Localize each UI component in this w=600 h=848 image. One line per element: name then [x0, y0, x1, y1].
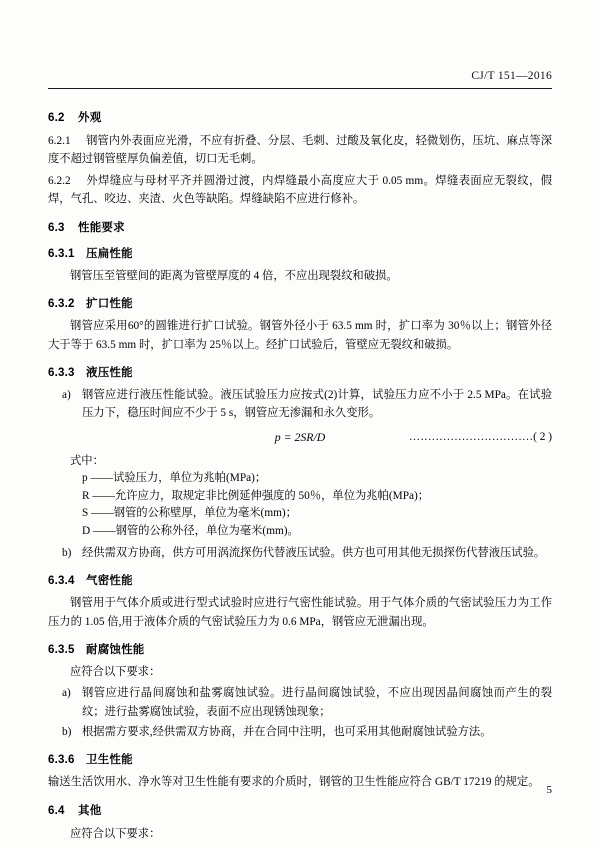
subsection-heading-6-3-5: [48, 641, 552, 657]
section-heading-6-3: [48, 219, 552, 235]
symbol-definition: [48, 505, 552, 523]
paragraph-6-2-2: [48, 172, 552, 209]
subsection-title: 压扁性能: [86, 248, 133, 261]
page-number: 5: [546, 784, 552, 796]
subsection-title: 卫生性能: [86, 754, 133, 767]
paragraph-number: 6.2.2: [48, 174, 71, 187]
page-header: [471, 70, 552, 82]
symbol-definition-text: R ——允许应力，取规定非比例延伸强度的 50％，单位为兆帕(MPa)；: [82, 489, 430, 502]
paragraph-6-3-1: 钢管压至管壁间的距离为管壁厚度的 4 倍，不应出现裂纹和破损。: [70, 270, 398, 283]
symbol-definitions: [48, 470, 552, 541]
symbol-definition-text: D ——钢管的公称外径，单位为毫米(mm)。: [82, 525, 299, 538]
list-6-3-5: [48, 684, 552, 741]
subsection-heading-6-3-2: [48, 295, 552, 311]
symbol-definition: [48, 470, 552, 488]
list-marker: b): [62, 725, 72, 738]
list-marker: a): [62, 687, 71, 700]
subsection-heading-6-3-3: [48, 364, 552, 380]
formula-number: ……………………………( 2 ): [408, 430, 552, 443]
paragraph-6-2-1: [48, 132, 552, 169]
subsection-title: 耐腐蚀性能: [86, 643, 145, 656]
list-marker: b): [62, 547, 72, 560]
subsection-number: 6.3.2: [48, 298, 75, 311]
section-number: 6.2: [48, 112, 65, 124]
symbol-definition-text: p ——试验压力，单位为兆帕(MPa)；: [82, 471, 267, 484]
lead-6-3-5: 应符合以下要求：: [70, 665, 161, 678]
list-item: [48, 684, 552, 721]
subsection-heading-6-3-1: [48, 245, 552, 261]
subsection-title: 液压性能: [86, 367, 133, 380]
standard-code: CJ/T 151—2016: [471, 70, 552, 82]
subsection-number: 6.3.1: [48, 248, 75, 261]
list-text: 根据需方要求,经供需双方协商，并在合同中注明，也可采用其他耐腐蚀试验方法。: [82, 725, 492, 738]
section-title: 外观: [78, 112, 102, 124]
list-item: [48, 386, 552, 423]
paragraph-number: 6.2.1: [48, 135, 71, 147]
subsection-number: 6.3.3: [48, 367, 75, 380]
symbol-definition-text: S ——钢管的公称壁厚，单位为毫米(mm)；: [82, 507, 297, 520]
section-title: 性能要求: [78, 222, 125, 235]
symbol-definition: [48, 523, 552, 541]
formula-expression: p = 2SR/D: [274, 429, 326, 444]
subsection-number: 6.3.6: [48, 754, 75, 767]
list-text: 钢管应进行液压性能试验。液压试验压力应按式(2)计算，试验压力应不小于 2.5 MPa。在试验压力下，稳压时间应不少于 5 s，钢管应无渗漏和永久变形。: [82, 389, 552, 420]
formula-where-label: 式中：: [70, 454, 104, 467]
symbol-definition: [48, 488, 552, 506]
list-marker: a): [62, 389, 71, 402]
section-heading-6-4: [48, 802, 552, 818]
paragraph-6-3-2: 钢管应采用60°的圆锥进行扩口试验。钢管外径小于 63.5 mm 时，扩口率为 30％以上；钢管外径大于等于 63.5 mm 时，扩口率为 25％以上。经扩口试验后，管壁应无裂纹和破损。: [48, 320, 552, 351]
section-title: 其他: [78, 805, 102, 818]
formula-block: [48, 430, 552, 448]
subsection-heading-6-3-6: [48, 751, 552, 767]
subsection-number: 6.3.4: [48, 575, 75, 588]
subsection-number: 6.3.5: [48, 643, 75, 656]
list-6-3-3-a: [48, 386, 552, 423]
lead-6-4: 应符合以下要求：: [70, 828, 161, 841]
section-number: 6.3: [48, 222, 65, 235]
paragraph-text: 钢管内外表面应光滑，不应有折叠、分层、毛刺、过酸及氧化皮，轻微划伤，压坑、麻点等深度不超过钢管壁厚负偏差值，切口无毛刺。: [48, 135, 552, 166]
list-6-3-3-b: [48, 544, 552, 562]
paragraph-6-3-6: 输送生活饮用水、净水等对卫生性能有要求的介质时，钢管的卫生性能应符合 GB/T 17219 的规定。: [48, 776, 540, 789]
section-number: 6.4: [48, 805, 65, 818]
list-item: [48, 723, 552, 741]
list-item: [48, 544, 552, 562]
paragraph-text: 外焊缝应与母材平齐并圆滑过渡，内焊缝最小高度应大于 0.05 mm。焊缝表面应无裂纹，假焊，气孔、咬边、夹渣、火色等缺陷。焊缝缺陷不应进行修补。: [48, 174, 552, 205]
paragraph-6-3-4: 钢管用于气体介质或进行型式试验时应进行气密性能试验。用于气体介质的气密试验压力为工作压力的 1.05 倍,用于液体介质的气密试验压力为 0.6 MPa，钢管应无泄漏出现。: [48, 597, 552, 628]
list-text: 经供需双方协商，供方可用涡流探伤代替液压试验。供方也可用其他无损探伤代替液压试验。: [82, 547, 546, 560]
subsection-title: 气密性能: [86, 575, 133, 588]
header-divider: [48, 88, 552, 89]
section-heading-6-2: [48, 109, 552, 125]
document-body: [48, 98, 552, 847]
list-text: 钢管应进行晶间腐蚀和盐雾腐蚀试验。进行晶间腐蚀试验，不应出现因晶间腐蚀而产生的裂纹；进行盐雾腐蚀试验，表面不应出现锈蚀现象；: [82, 687, 552, 718]
subsection-title: 扩口性能: [86, 298, 133, 311]
subsection-heading-6-3-4: [48, 572, 552, 588]
